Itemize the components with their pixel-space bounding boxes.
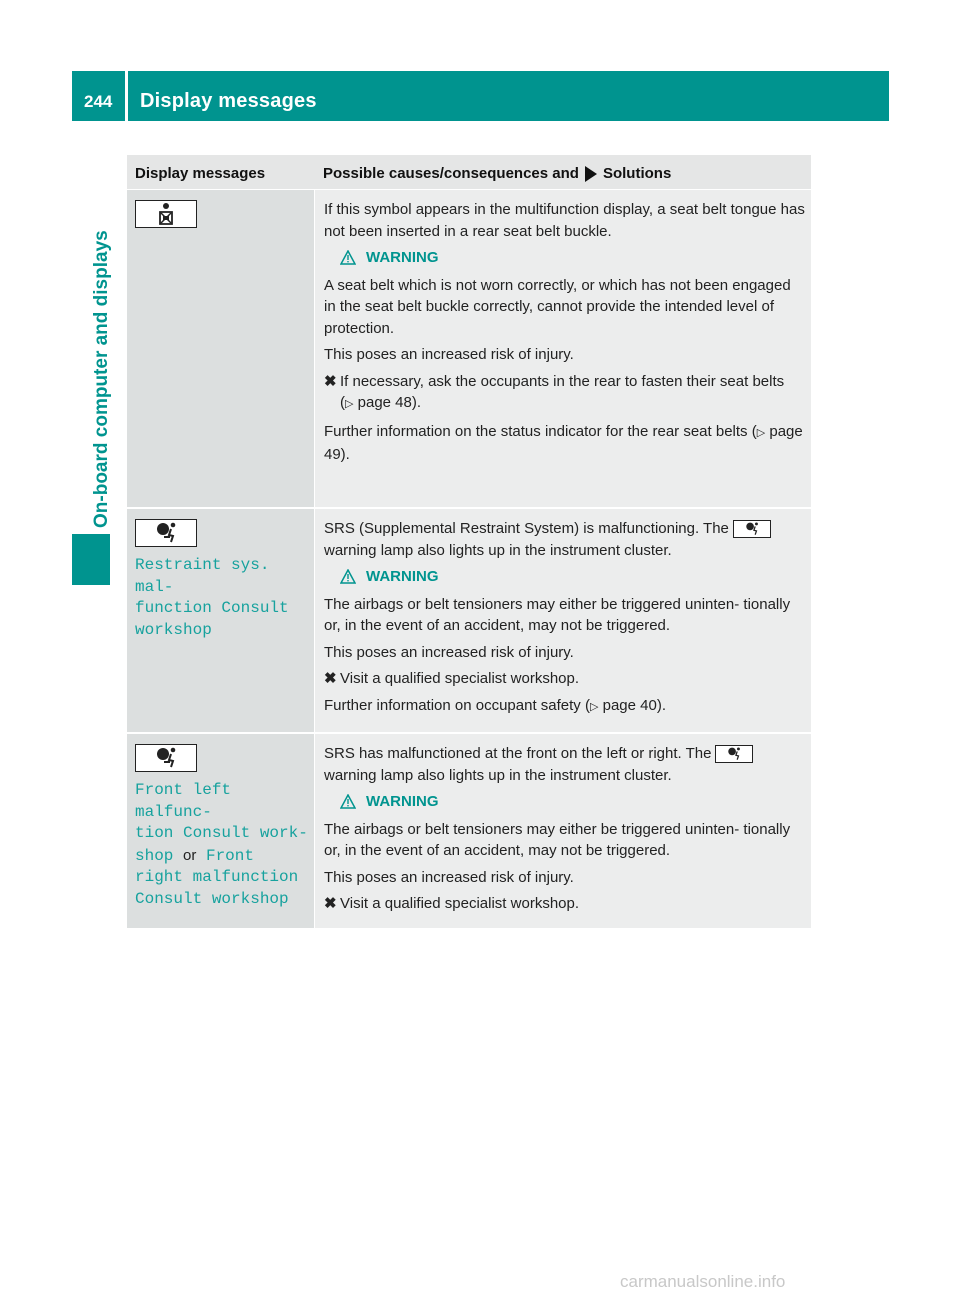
section-title: Display messages <box>140 90 317 112</box>
action-arrow-icon: ✖ <box>324 670 337 687</box>
action-item: ✖ If necessary, ask the occupants in the rear to fasten their seat belts (▷ page 48). <box>324 371 805 416</box>
page-ref-icon: ▷ <box>756 426 766 439</box>
action-item: ✖ Visit a qualified specialist workshop. <box>324 668 805 690</box>
side-block <box>72 534 110 585</box>
airbag-warning-icon <box>135 744 197 772</box>
warning-triangle-icon <box>340 250 356 265</box>
watermark: carmanualsonline.info <box>620 1272 786 1291</box>
warning-triangle-icon <box>340 569 356 584</box>
arrow-icon <box>585 166 597 182</box>
airbag-warning-icon <box>715 745 753 763</box>
solution-cell: SRS (Supplemental Restraint System) is malfunctioning. The warning lamp also lights up in the instrument cluster. WARNING The airbags or belt tensioners may either be triggered uninten- tionally or, in the event of an accident, may not be triggered. This poses an increased risk of injury. ✖ Visit a qualified specialist workshop. Further information on occupant safety (▷ page 40). <box>315 509 811 732</box>
warning-triangle-icon <box>340 794 356 809</box>
airbag-warning-icon <box>135 519 197 547</box>
action-arrow-icon: ✖ <box>324 895 337 912</box>
message-cell <box>127 734 314 928</box>
table-row <box>127 734 811 930</box>
rear-seatbelt-icon <box>135 200 197 228</box>
warning-label: WARNING <box>340 791 805 813</box>
side-label: On-board computer and displays <box>91 230 112 528</box>
airbag-warning-icon <box>733 520 771 538</box>
action-item: ✖ Visit a qualified specialist workshop. <box>324 893 805 915</box>
table-row <box>127 190 811 509</box>
warning-label: WARNING <box>340 566 805 588</box>
solution-cell: SRS has malfunctioned at the front on the left or right. The warning lamp also lights up in the instrument cluster. WARNING The airbags or belt tensioners may either be triggered uninten- tionally or, in the event of an accident, may not be triggered. This poses an increased risk of injury. ✖ Visit a qualified specialist workshop. <box>315 734 811 928</box>
table-header <box>127 155 811 190</box>
solution-cell: If this symbol appears in the multifunction display, a seat belt tongue has not been inserted in a rear seat belt buckle. WARNING A seat belt which is not worn correctly, or which has not been engaged in the seat belt buckle correctly, cannot provide the intended level of protection. This poses an increased risk of injury. ✖ If necessary, ask the occupants in the rear to fasten their seat belts (▷ page 48). Further information on the status indicator for the rear seat belts (▷ page 49). <box>315 190 811 507</box>
display-message-text: Front left malfunc- tion Consult work- shop or Front right malfunction Consult workshop <box>135 781 308 908</box>
warning-label: WARNING <box>340 247 805 269</box>
header-divider <box>125 71 128 121</box>
table-row <box>127 509 811 734</box>
col1-header: Display messages <box>135 165 266 182</box>
display-messages-table <box>127 155 811 930</box>
page-ref-icon: ▷ <box>589 700 599 713</box>
page-ref-icon: ▷ <box>345 398 354 410</box>
col2-header: Possible causes/consequences and Solutions <box>323 165 672 182</box>
message-cell <box>127 190 314 507</box>
action-arrow-icon: ✖ <box>324 372 337 390</box>
display-message-text: Restraint sys. mal- function Consult workshop <box>135 556 289 639</box>
message-cell <box>127 509 314 732</box>
page-number: 244 <box>84 92 113 111</box>
